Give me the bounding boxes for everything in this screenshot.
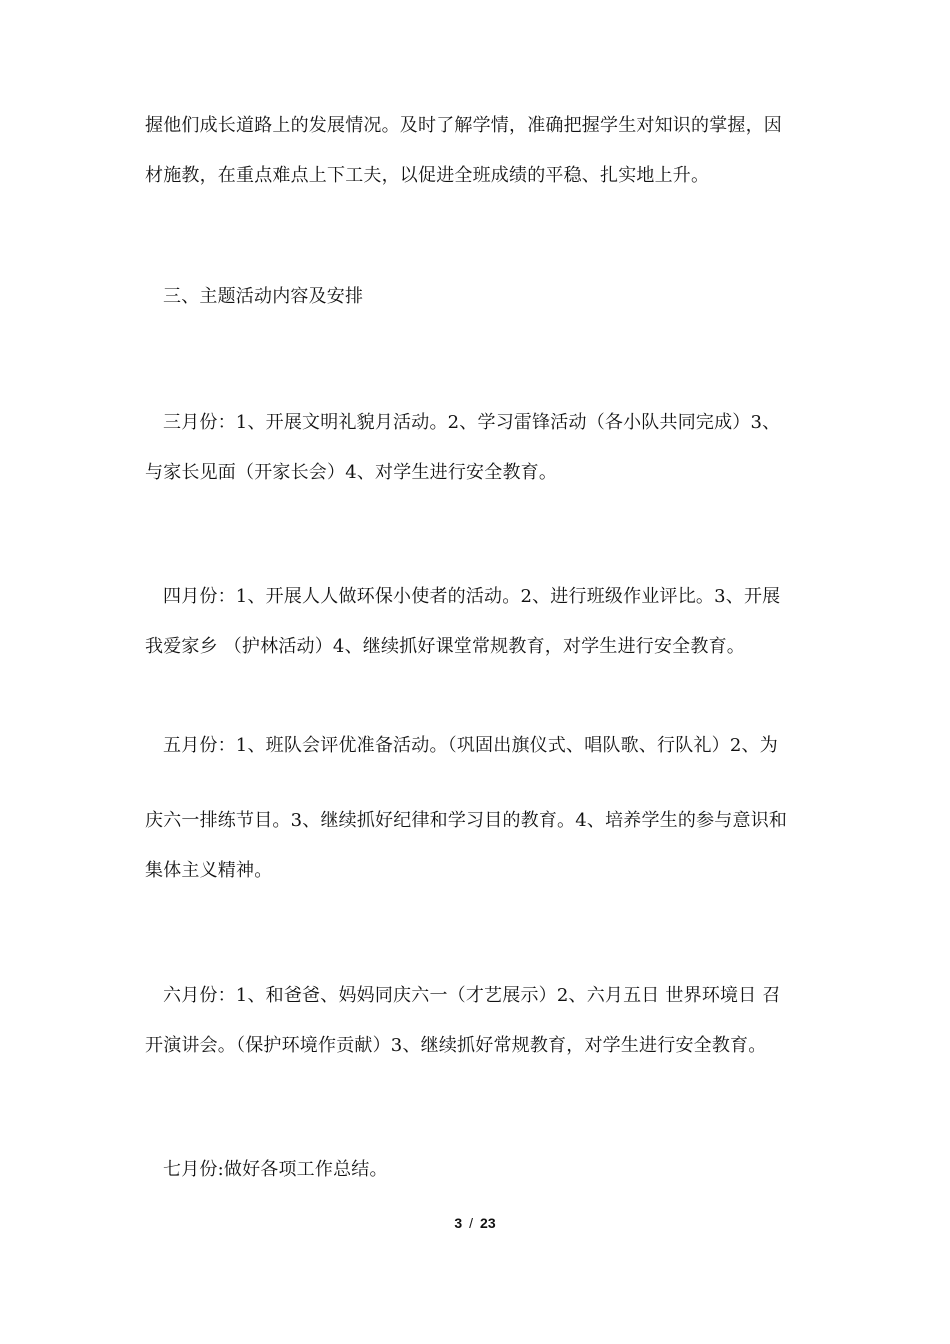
paragraph-line: 材施教，在重点难点上下工夫，以促进全班成绩的平稳、扎实地上升。 xyxy=(145,165,710,186)
section-heading: 三、主题活动内容及安排 xyxy=(163,286,364,307)
total-pages: 23 xyxy=(480,1215,496,1231)
paragraph-line: 开演讲会。（保护环境作贡献）3、继续抓好常规教育，对学生进行安全教育。 xyxy=(145,1035,767,1056)
paragraph-line: 五月份：1、班队会评优准备活动。（巩固出旗仪式、唱队歌、行队礼）2、为 xyxy=(163,735,778,756)
paragraph-line: 与家长见面（开家长会）4、对学生进行安全教育。 xyxy=(145,462,558,483)
page-number xyxy=(0,1213,950,1233)
paragraph-line: 四月份：1、开展人人做环保小使者的活动。2、进行班级作业评比。3、开展 xyxy=(163,586,781,607)
paragraph-line: 七月份:做好各项工作总结。 xyxy=(163,1159,388,1180)
paragraph-line: 庆六一排练节目。3、继续抓好纪律和学习目的教育。4、培养学生的参与意识和 xyxy=(145,810,788,831)
page-separator: / xyxy=(469,1215,474,1231)
paragraph-line: 我爱家乡 （护林活动）4、继续抓好课堂常规教育，对学生进行安全教育。 xyxy=(145,636,745,657)
paragraph-line: 集体主义精神。 xyxy=(145,860,273,881)
paragraph-line: 六月份：1、和爸爸、妈妈同庆六一（才艺展示）2、六月五日 世界环境日 召 xyxy=(163,985,781,1006)
paragraph-line: 握他们成长道路上的发展情况。及时了解学情，准确把握学生对知识的掌握，因 xyxy=(145,115,782,136)
paragraph-line: 三月份：1、开展文明礼貌月活动。2、学习雷锋活动（各小队共同完成）3、 xyxy=(163,412,781,433)
current-page: 3 xyxy=(454,1215,463,1231)
